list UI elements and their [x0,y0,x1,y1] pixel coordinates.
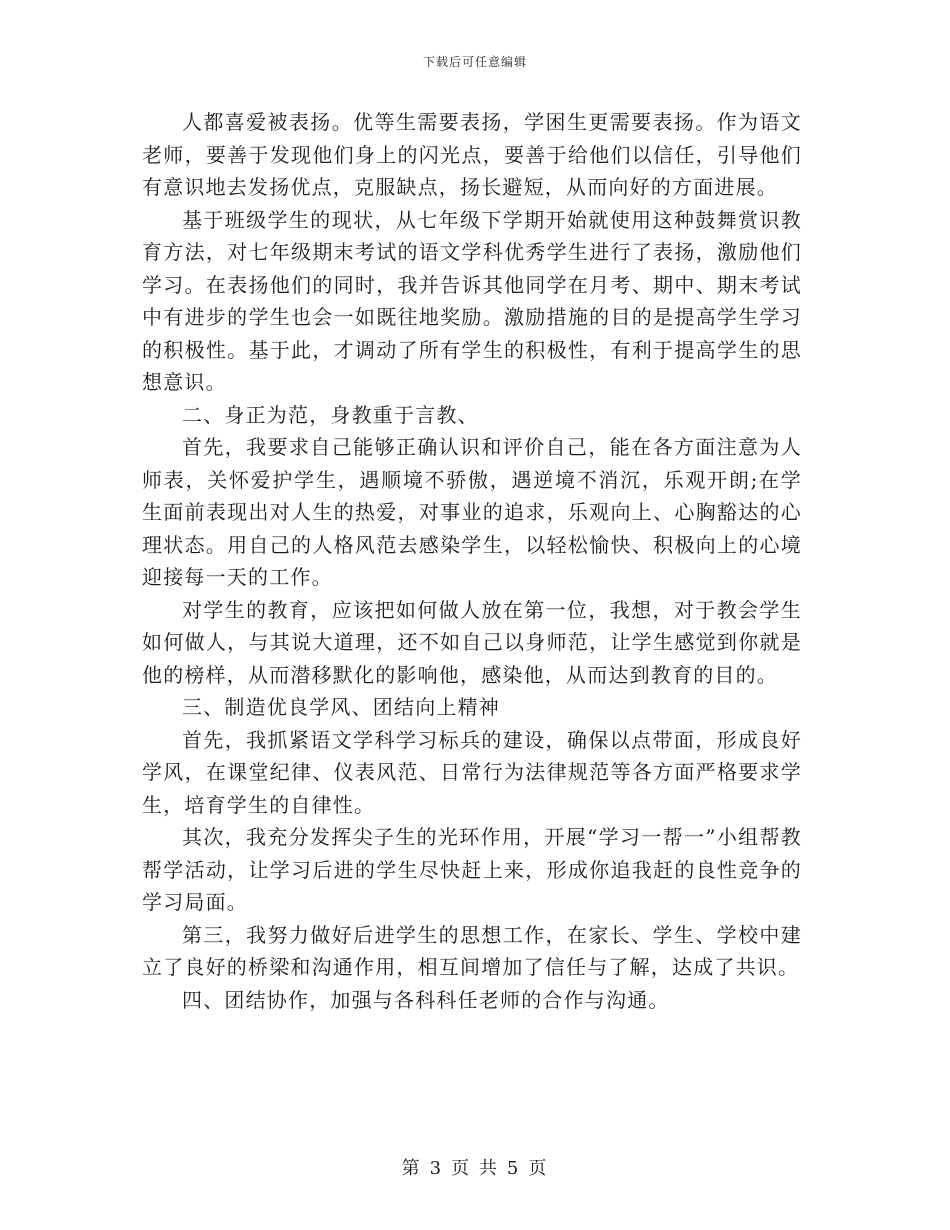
paragraph-moral-education: 对学生的教育，应该把如何做人放在第一位，我想，对于教会学生如何做人，与其说大道理，还不如自己以身师范，让学生感觉到你就是他的榜样，从而潜移默化的影响他，感染他，从而达到教育的目的。 [142,597,802,687]
section-heading-4: 四、团结协作，加强与各科科任老师的合作与沟通。 [182,987,670,1012]
paragraph-encouragement-method: 基于班级学生的现状，从七年级下学期开始就使用这种鼓舞赏识教育方法，对七年级期末考试的语文学科优秀学生进行了表扬，激励他们学习。在表扬他们的同时，我并告诉其他同学在月考、期中、期末考试中有进步的学生也会一如既往地奖励。激励措施的目的是提高学生学习的积极性。基于此，才调动了所有学生的积极性，有利于提高学生的思想意识。 [142,207,802,394]
paragraph-lagging-students: 第三，我努力做好后进学生的思想工作，在家长、学生、学校中建立了良好的桥梁和沟通作用，相互间增加了信任与了解，达成了共识。 [142,922,802,979]
footer-prefix: 第 [401,1158,422,1179]
document-body [142,106,802,1016]
page-header: 下载后可任意编辑 [422,55,527,69]
footer-middle: 页 共 [451,1158,499,1179]
paragraph-self-example: 首先，我要求自己能够正确认识和评价自己，能在各方面注意为人师表，关怀爱护学生，遇顺境不骄傲，遇逆境不消沉，乐观开朗;在学生面前表现出对人生的热爱，对事业的追求，乐观向上、心胸豁达的心理状态。用自己的人格风范去感染学生，以轻松愉快、积极向上的心境迎接每一天的工作。 [142,435,802,589]
paragraph-praise: 人都喜爱被表扬。优等生需要表扬，学困生更需要表扬。作为语文老师，要善于发现他们身上的闪光点，要善于给他们以信任，引导他们有意识地去发扬优点，克服缺点，扬长避短，从而向好的方面进展。 [142,110,802,199]
section-heading-2: 二、身正为范，身教重于言教、 [182,402,479,427]
paragraph-peer-help: 其次，我充分发挥尖子生的光环作用，开展“学习一帮一”小组帮教帮学活动，让学习后进的学生尽快赶上来，形成你追我赶的良性竞争的学习局面。 [142,825,802,914]
footer-suffix: 页 [528,1158,549,1179]
page-number-footer [0,1154,950,1180]
paragraph-study-style: 首先，我抓紧语文学科学习标兵的建设，确保以点带面，形成良好学风，在课堂纪律、仪表风范、日常行为法律规范等各方面严格要求学生，培育学生的自律性。 [142,727,802,817]
section-heading-3: 三、制造优良学风、团结向上精神 [182,695,500,719]
total-page-number: 5 [506,1158,521,1179]
current-page-number: 3 [429,1158,444,1179]
